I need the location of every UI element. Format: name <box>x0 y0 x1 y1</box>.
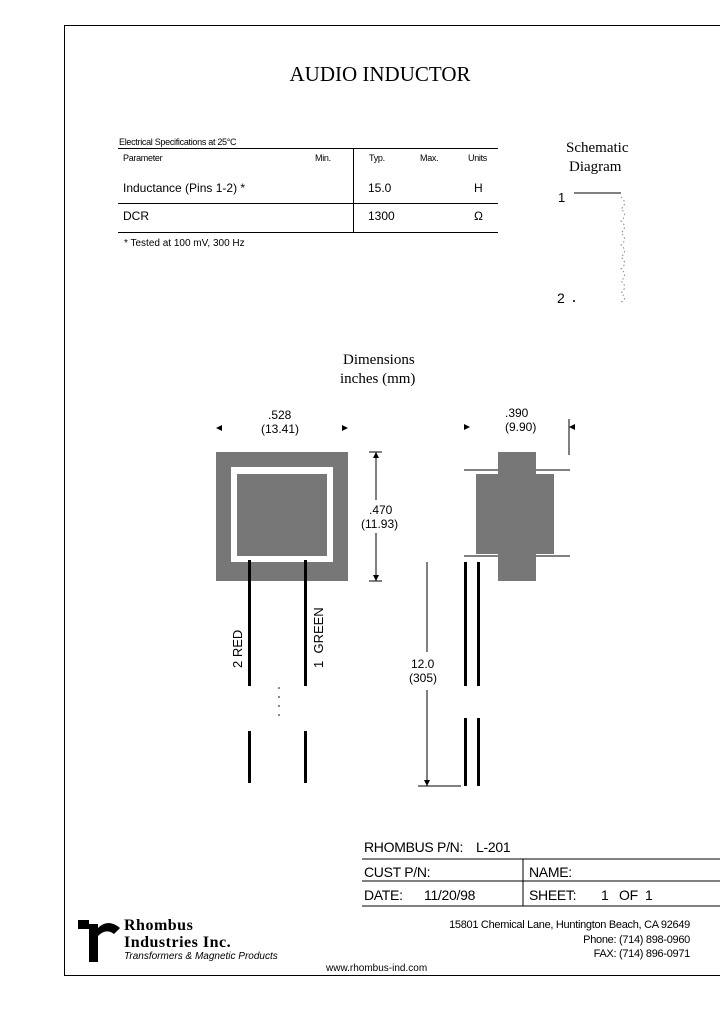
height-arrow-top <box>373 452 379 458</box>
lead1-label: 1 GREEN <box>311 607 326 668</box>
width-mm-label: (13.41) <box>261 422 300 436</box>
side-lead-1-lower <box>464 718 467 786</box>
header-max: Max. <box>420 153 439 163</box>
date-label: DATE: <box>364 887 403 903</box>
depth-mm-label: (9.90) <box>505 420 537 434</box>
height-mm-label: (11.93) <box>361 517 399 531</box>
header-parameter: Parameter <box>123 153 163 163</box>
width-arrow-left <box>216 425 222 431</box>
row-dcr-parameter: DCR <box>123 209 149 223</box>
schematic-pin2-dot <box>573 300 575 302</box>
width-inch-label: .528 <box>268 408 292 422</box>
row-dcr-units: Ω <box>474 209 483 223</box>
header-min: Min. <box>315 153 331 163</box>
row-inductance-units: H <box>474 181 483 195</box>
header-typ: Typ. <box>369 153 385 163</box>
company-fax: FAX: (714) 896-0971 <box>593 948 690 960</box>
company-name-line1: Rhombus <box>124 917 194 934</box>
lead-red-lower <box>248 731 251 783</box>
schematic-title-line1: Schematic <box>566 140 629 156</box>
lead2-label: 2 RED <box>230 629 245 668</box>
lead-green-upper <box>304 560 307 686</box>
lead-mm-label: (305) <box>409 671 438 685</box>
rhombus-logo-icon <box>78 920 120 962</box>
row-dcr-typ: 1300 <box>368 209 395 223</box>
header-units: Units <box>468 153 488 163</box>
height-arrow-bottom <box>373 575 379 581</box>
sheet-number: 1 <box>601 887 609 903</box>
company-phone: Phone: (714) 898-0960 <box>583 934 690 946</box>
dimensions-title-line2: inches (mm) <box>340 371 416 387</box>
document-title: AUDIO INDUCTOR <box>289 62 471 86</box>
height-inch-label: .470 <box>369 503 393 517</box>
side-view-right-flange <box>534 474 554 554</box>
cust-pn-label: CUST P/N: <box>364 864 431 880</box>
schematic-pin1-label: 1 <box>558 190 566 205</box>
lead-green-lower <box>304 731 307 783</box>
row-inductance-typ: 15.0 <box>368 181 392 195</box>
sheet-label: SHEET: <box>529 887 577 903</box>
lead-break-dots <box>278 687 280 716</box>
schematic-title-line2: Diagram <box>569 159 622 175</box>
row-inductance-parameter: Inductance (Pins 1-2) * <box>123 181 246 195</box>
company-tagline: Transformers & Magnetic Products <box>124 951 278 962</box>
name-label: NAME: <box>529 864 572 880</box>
depth-arrow-left <box>464 424 470 430</box>
width-arrow-right <box>342 425 348 431</box>
side-view-core <box>498 452 536 581</box>
specs-footnote: * Tested at 100 mV, 300 Hz <box>124 238 245 249</box>
depth-inch-label: .390 <box>505 406 529 420</box>
lead-arrow-bottom <box>424 780 430 786</box>
schematic-coil <box>621 197 625 302</box>
part-number-label: RHOMBUS P/N: <box>364 839 464 855</box>
side-lead-2-upper <box>477 562 480 686</box>
side-lead-2-lower <box>477 718 480 786</box>
date-value: 11/20/98 <box>424 887 476 903</box>
schematic-pin2-label: 2 <box>557 290 565 306</box>
front-view-core <box>237 474 327 556</box>
side-lead-1-upper <box>464 562 467 686</box>
lead-inch-label: 12.0 <box>411 657 435 671</box>
sheet-of: OF <box>619 887 638 903</box>
sheet-total: 1 <box>645 887 653 903</box>
company-address: 15801 Chemical Lane, Huntington Beach, CA 92649 <box>449 919 690 931</box>
company-name-line2: Industries Inc. <box>124 934 232 951</box>
company-website[interactable]: www.rhombus-ind.com <box>326 963 428 974</box>
depth-arrow-right <box>569 424 575 430</box>
dimensions-title-line1: Dimensions <box>343 352 415 368</box>
part-number-value: L-201 <box>476 839 511 855</box>
lead-red-upper <box>248 560 251 686</box>
specs-caption: Electrical Specifications at 25°C <box>119 137 237 147</box>
